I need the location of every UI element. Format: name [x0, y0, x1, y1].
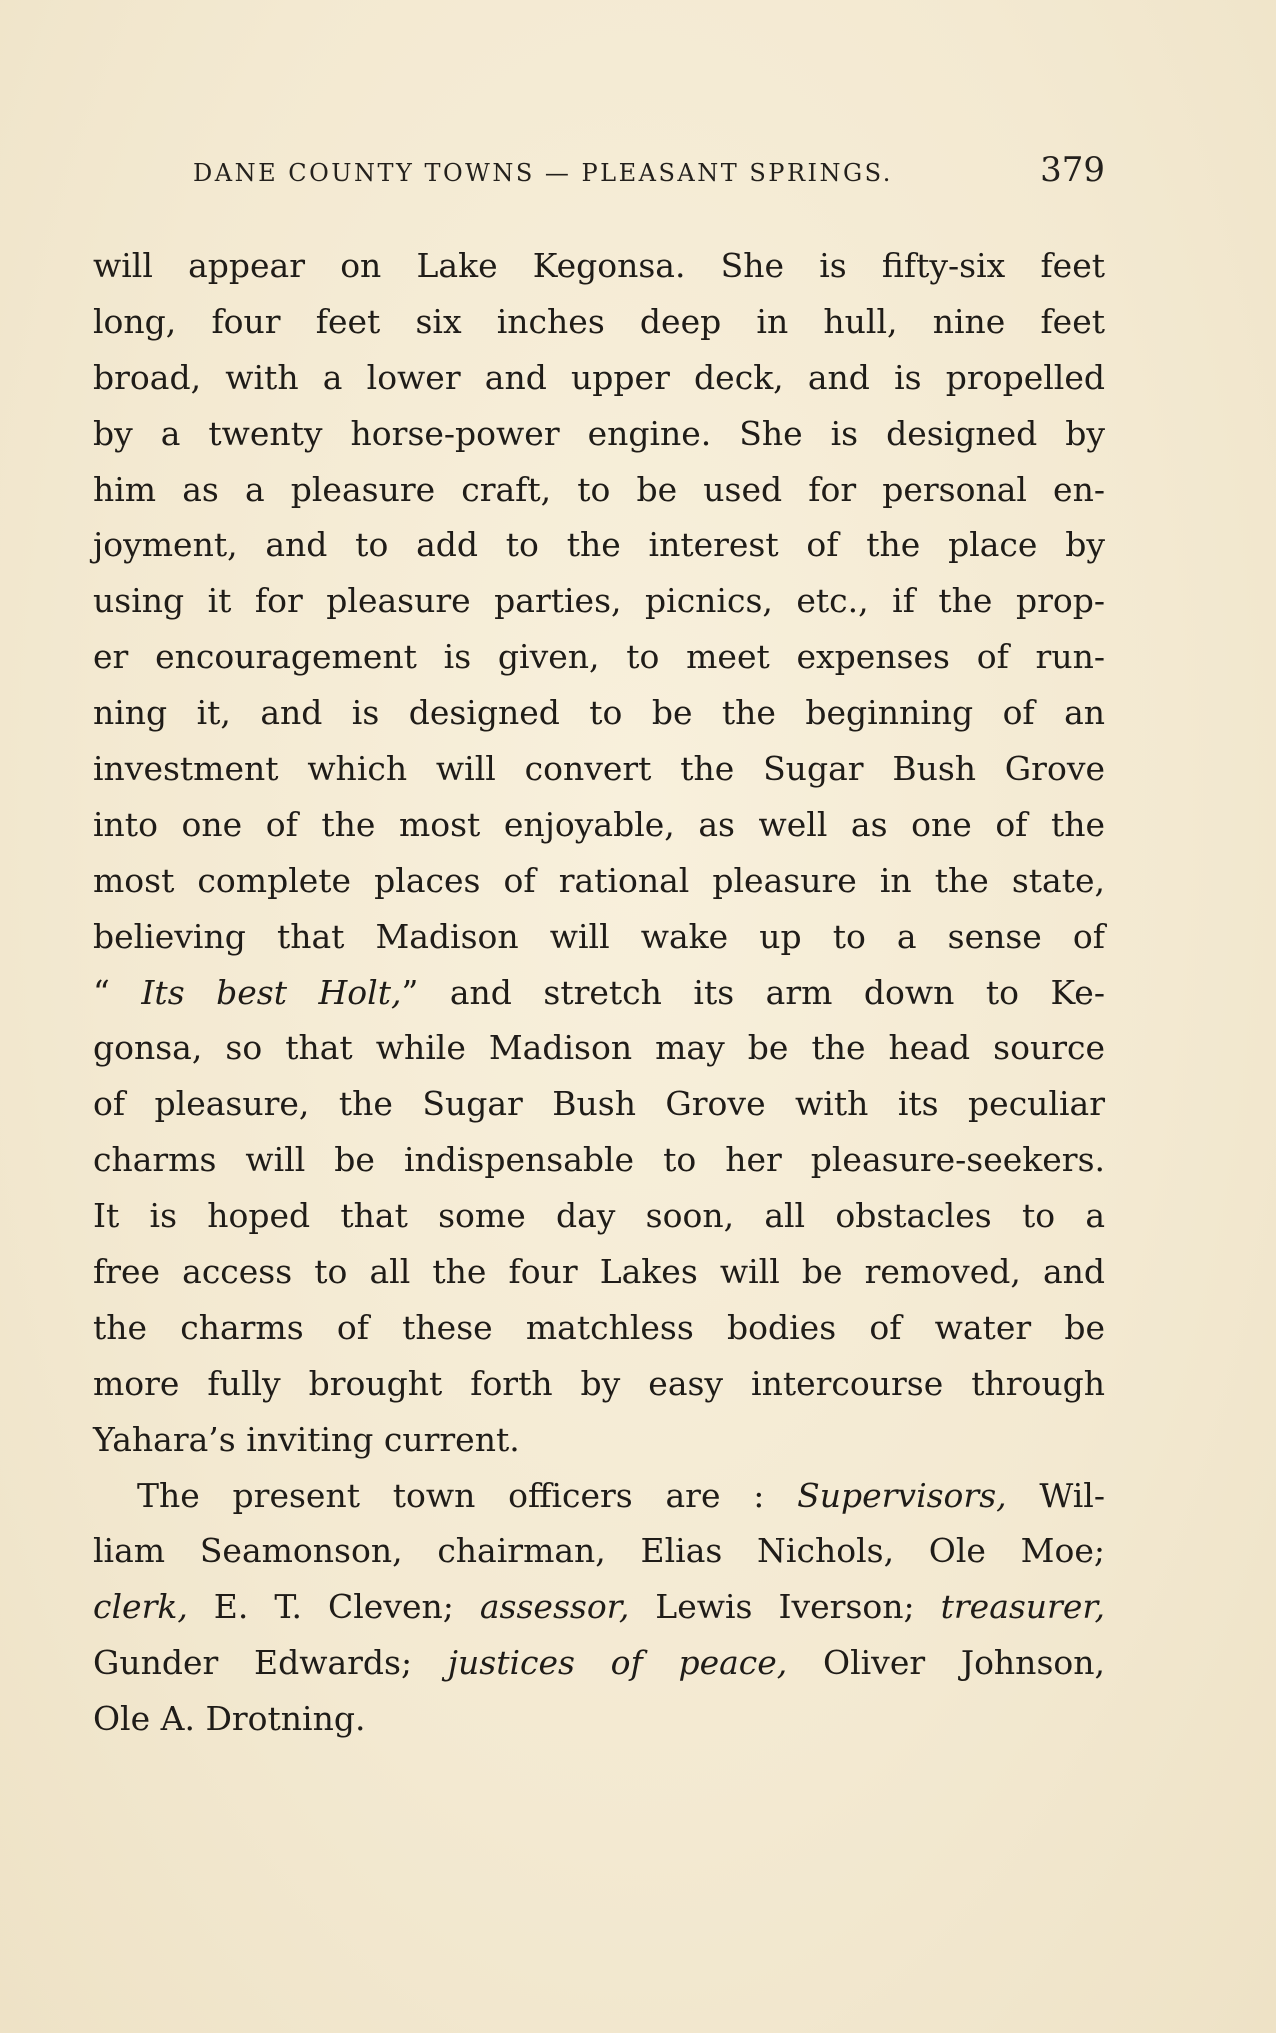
- text-segment: Lewis Iverson;: [629, 1587, 941, 1627]
- text-line: [93, 1635, 1105, 1691]
- text-segment: investment which will convert the Sugar Bush Grove: [93, 749, 1105, 789]
- text-segment: It is hoped that some day soon, all obstacles to a: [93, 1196, 1105, 1236]
- text-line: [93, 1356, 1105, 1412]
- text-line: [93, 238, 1105, 294]
- text-line: [93, 853, 1105, 909]
- italic-text: Supervisors,: [797, 1475, 1007, 1515]
- text-segment: free access to all the four Lakes will be removed, and: [93, 1252, 1105, 1292]
- text-segment: using it for pleasure parties, picnics, etc., if the prop-: [93, 581, 1105, 621]
- text-line: [93, 1244, 1105, 1300]
- text-segment: “: [93, 972, 142, 1012]
- text-segment: E. T. Cleven;: [187, 1587, 480, 1627]
- text-line: [93, 350, 1105, 406]
- text-segment: most complete places of rational pleasure in the state,: [93, 860, 1105, 900]
- italic-text: treasurer,: [940, 1587, 1105, 1627]
- text-line: [93, 1020, 1105, 1076]
- text-line: [93, 1691, 1105, 1747]
- italic-text: justices of peace,: [447, 1643, 788, 1683]
- text-line: [93, 1412, 1105, 1468]
- text-segment: long, four feet six inches deep in hull, nine feet: [93, 301, 1105, 341]
- text-segment: Wil-: [1006, 1475, 1106, 1515]
- text-segment: by a twenty horse-power engine. She is designed by: [93, 413, 1105, 453]
- text-line: [93, 965, 1105, 1021]
- text-line: [93, 462, 1105, 518]
- text-segment: er encouragement is given, to meet expenses of run-: [93, 637, 1105, 677]
- text-segment: Ole A. Drotning.: [93, 1699, 366, 1739]
- text-segment: The present town officers are :: [137, 1475, 798, 1515]
- text-segment: liam Seamonson, chairman, Elias Nichols, Ole Moe;: [93, 1531, 1105, 1571]
- italic-text: Its best Holt,: [141, 972, 402, 1012]
- text-segment: Gunder Edwards;: [93, 1643, 448, 1683]
- text-segment: him as a pleasure craft, to be used for personal en-: [93, 469, 1105, 509]
- text-line: [93, 294, 1105, 350]
- text-segment: ” and stretch its arm down to Ke-: [401, 972, 1105, 1012]
- text-segment: Oliver Johnson,: [787, 1643, 1105, 1683]
- text-line: [93, 573, 1105, 629]
- text-line: [93, 406, 1105, 462]
- text-line: [93, 1132, 1105, 1188]
- text-line: [93, 797, 1105, 853]
- text-segment: broad, with a lower and upper deck, and is propelled: [93, 357, 1105, 397]
- text-line: [93, 1076, 1105, 1132]
- body-text: [93, 238, 1105, 1747]
- text-line: [93, 685, 1105, 741]
- text-segment: believing that Madison will wake up to a sense of: [93, 916, 1105, 956]
- text-segment: more fully brought forth by easy intercourse through: [93, 1363, 1105, 1403]
- text-segment: gonsa, so that while Madison may be the head source: [93, 1028, 1105, 1068]
- text-line: [93, 1579, 1105, 1635]
- text-segment: of pleasure, the Sugar Bush Grove with its peculiar: [93, 1084, 1105, 1124]
- text-line: [93, 1468, 1105, 1524]
- text-segment: Yahara’s inviting current.: [93, 1419, 520, 1459]
- text-line: [93, 517, 1105, 573]
- italic-text: assessor,: [479, 1587, 630, 1627]
- page-number: 379: [1040, 150, 1105, 190]
- running-head: [193, 150, 1105, 190]
- text-segment: charms will be indispensable to her pleasure-seekers.: [93, 1140, 1105, 1180]
- text-segment: ning it, and is designed to be the beginning of an: [93, 693, 1105, 733]
- text-line: [93, 1188, 1105, 1244]
- text-segment: into one of the most enjoyable, as well as one of the: [93, 804, 1105, 844]
- text-segment: the charms of these matchless bodies of water be: [93, 1307, 1105, 1347]
- running-title: DANE COUNTY TOWNS — PLEASANT SPRINGS.: [193, 159, 893, 187]
- text-line: [93, 629, 1105, 685]
- italic-text: clerk,: [93, 1587, 188, 1627]
- text-line: [93, 1300, 1105, 1356]
- text-line: [93, 741, 1105, 797]
- text-segment: joyment, and to add to the interest of the place by: [93, 525, 1105, 565]
- text-line: [93, 909, 1105, 965]
- text-line: [93, 1523, 1105, 1579]
- text-segment: will appear on Lake Kegonsa. She is fifty-six feet: [93, 246, 1105, 285]
